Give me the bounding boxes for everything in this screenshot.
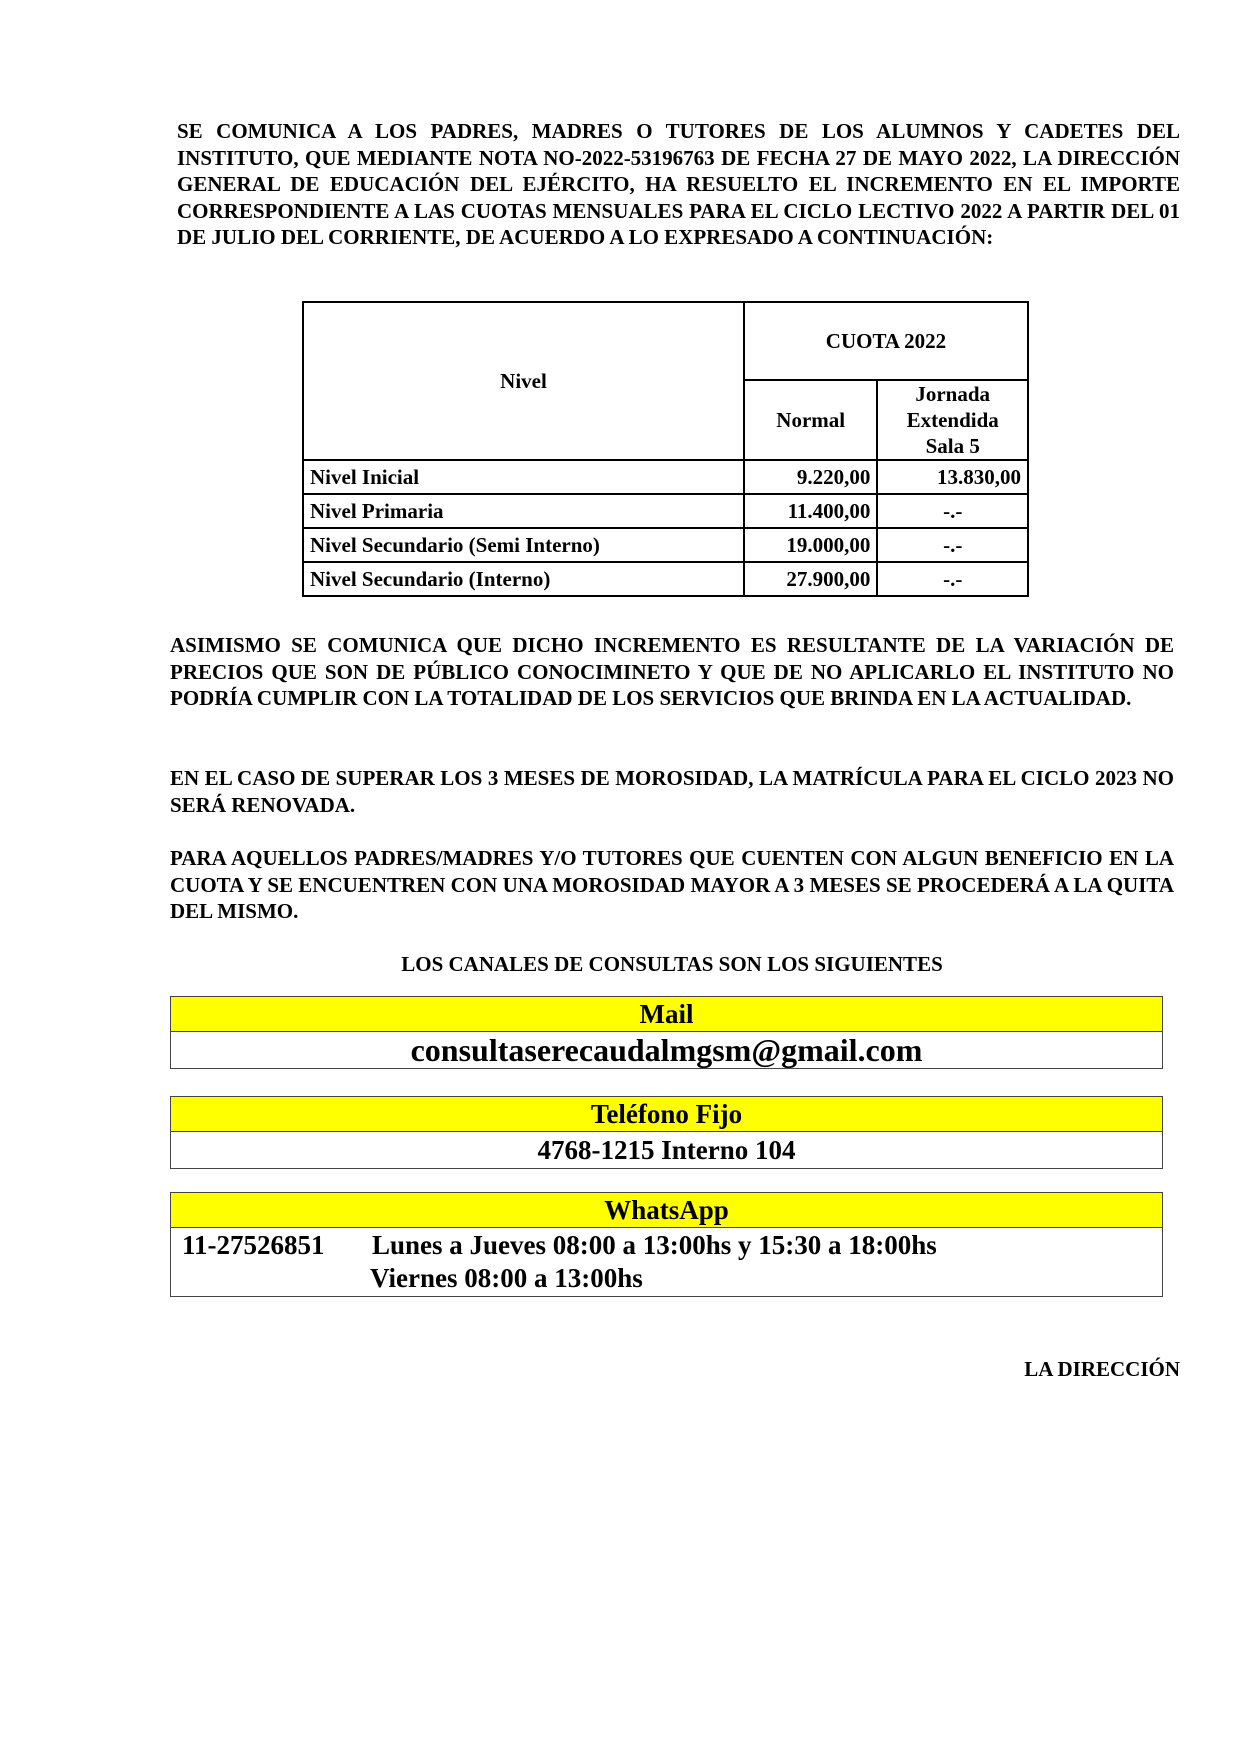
header-extendida-line-3: Sala 5 bbox=[925, 434, 980, 458]
table-row bbox=[303, 562, 1028, 596]
intro-paragraph: SE COMUNICA A LOS PADRES, MADRES O TUTORES DE LOS ALUMNOS Y CADETES DEL INSTITUTO, QUE MEDIANTE NOTA NO-2022-53196763 DE FECHA 27 DE MAYO 2022, LA DIRECCIÓN GENERAL DE EDUCACIÓN DEL EJÉRCITO, HA RESUELTO EL INCREMENTO EN EL IMPORTE CORRESPONDIENTE A LAS CUOTAS MENSUALES PARA EL CICLO LECTIVO 2022 A PARTIR DEL 01 DE JULIO DEL CORRIENTE, DE ACUERDO A LO EXPRESADO A CONTINUACIÓN: bbox=[177, 119, 1180, 249]
paragraph-morosidad: EN EL CASO DE SUPERAR LOS 3 MESES DE MOROSIDAD, LA MATRÍCULA PARA EL CICLO 2023 NO SERÁ RENOVADA. bbox=[170, 766, 1174, 817]
channels-heading: LOS CANALES DE CONSULTAS SON LOS SIGUIENTES bbox=[401, 952, 943, 976]
whatsapp-contact-box bbox=[170, 1192, 1163, 1297]
header-jornada-extendida bbox=[877, 380, 1028, 460]
table-row bbox=[303, 494, 1028, 528]
mail-address[interactable]: consultaserecaudalmgsm@gmail.com bbox=[410, 1032, 923, 1068]
paragraph-beneficio: PARA AQUELLOS PADRES/MADRES Y/O TUTORES QUE CUENTEN CON ALGUN BENEFICIO EN LA CUOTA Y SE ENCUENTREN CON UNA MOROSIDAD MAYOR A 3 MESES SE PROCEDERÁ A LA QUITA DEL MISMO. bbox=[170, 846, 1174, 923]
mail-contact-box bbox=[170, 996, 1163, 1069]
row-nivel: Nivel Secundario (Semi Interno) bbox=[303, 528, 744, 562]
row-normal: 9.220,00 bbox=[744, 460, 877, 494]
row-extendida: 13.830,00 bbox=[877, 460, 1028, 494]
whatsapp-hours-friday: Viernes 08:00 a 13:00hs bbox=[370, 1263, 643, 1293]
table-header-row bbox=[303, 302, 1028, 380]
whatsapp-details bbox=[171, 1228, 1162, 1296]
phone-contact-box bbox=[170, 1096, 1163, 1169]
row-nivel: Nivel Inicial bbox=[303, 460, 744, 494]
whatsapp-hours-weekdays: Lunes a Jueves 08:00 a 13:00hs y 15:30 a 18:00hs bbox=[372, 1230, 937, 1260]
signature: LA DIRECCIÓN bbox=[1024, 1357, 1180, 1381]
fee-table bbox=[302, 301, 1029, 597]
header-nivel: Nivel bbox=[303, 302, 744, 460]
row-nivel: Nivel Secundario (Interno) bbox=[303, 562, 744, 596]
phone-number: 4768-1215 Interno 104 bbox=[537, 1135, 796, 1165]
whatsapp-label: WhatsApp bbox=[171, 1193, 1162, 1228]
row-extendida: -.- bbox=[877, 562, 1028, 596]
table-row bbox=[303, 528, 1028, 562]
row-normal: 19.000,00 bbox=[744, 528, 877, 562]
row-normal: 11.400,00 bbox=[744, 494, 877, 528]
row-extendida: -.- bbox=[877, 494, 1028, 528]
row-nivel: Nivel Primaria bbox=[303, 494, 744, 528]
header-normal: Normal bbox=[744, 380, 877, 460]
mail-label: Mail bbox=[171, 997, 1162, 1032]
whatsapp-number[interactable]: 11-27526851 bbox=[182, 1230, 325, 1260]
table-row bbox=[303, 460, 1028, 494]
row-extendida: -.- bbox=[877, 528, 1028, 562]
header-cuota: CUOTA 2022 bbox=[744, 302, 1028, 380]
phone-label: Teléfono Fijo bbox=[171, 1097, 1162, 1132]
row-normal: 27.900,00 bbox=[744, 562, 877, 596]
paragraph-asimismo: ASIMISMO SE COMUNICA QUE DICHO INCREMENTO ES RESULTANTE DE LA VARIACIÓN DE PRECIOS QUE SON DE PÚBLICO CONOCIMINETO Y QUE DE NO APLICARLO EL INSTITUTO NO PODRÍA CUMPLIR CON LA TOTALIDAD DE LOS SERVICIOS QUE BRINDA EN LA ACTUALIDAD. bbox=[170, 633, 1174, 710]
header-extendida-line-2: Extendida bbox=[906, 408, 999, 432]
header-extendida-line-1: Jornada bbox=[915, 382, 991, 406]
